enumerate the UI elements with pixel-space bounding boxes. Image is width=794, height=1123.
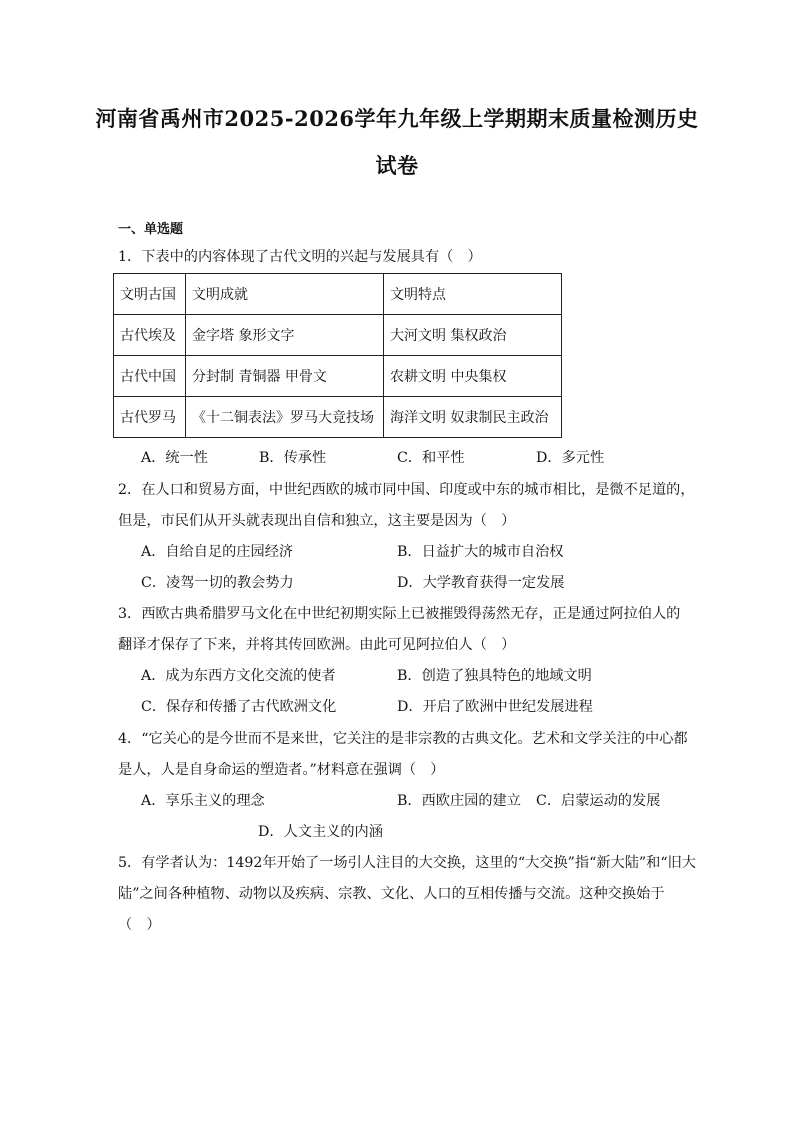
question-4-line: 是人，人是自身命运的塑造者。”材料意在强调（ ） (118, 762, 445, 778)
q1-option-c[interactable]: C．和平性 (397, 450, 465, 466)
table-header-cell: 文明成就 (186, 274, 384, 315)
table-cell: 古代埃及 (114, 315, 186, 356)
q2-option-c[interactable]: C．凌驾一切的教会势力 (141, 575, 294, 591)
question-1-stem: 1．下表中的内容体现了古代文明的兴起与发展具有（ ） (118, 249, 482, 265)
q4-option-b[interactable]: B．西欧庄园的建立 (397, 793, 521, 809)
table-cell: 《十二铜表法》罗马大竞技场 (186, 397, 384, 438)
section-heading: 一、单选题 (118, 222, 184, 237)
question-2-line: 2．在人口和贸易方面，中世纪西欧的城市同中国、印度或中东的城市相比，是微不足道的， (118, 482, 695, 498)
table-header-row (114, 274, 562, 315)
table-cell: 大河文明 集权政治 (384, 315, 562, 356)
table-cell: 古代罗马 (114, 397, 186, 438)
question-2-line: 但是，市民们从开头就表现出自信和独立，这主要是因为（ ） (118, 513, 516, 529)
q1-option-a[interactable]: A．统一性 (141, 450, 208, 466)
q4-option-a[interactable]: A．享乐主义的理念 (141, 793, 265, 809)
table-header-cell: 文明特点 (384, 274, 562, 315)
table-header-cell: 文明古国 (114, 274, 186, 315)
q3-option-a[interactable]: A．成为东西方文化交流的使者 (141, 668, 336, 684)
exam-title-continued: 试卷 (375, 153, 419, 178)
q4-option-d[interactable]: D．人文主义的内涵 (258, 824, 383, 840)
exam-title: 河南省禹州市2025-2026学年九年级上学期期末质量检测历史 (95, 106, 699, 131)
q2-option-b[interactable]: B．日益扩大的城市自治权 (397, 544, 564, 560)
table-row (114, 315, 562, 356)
question-3-line: 3．西欧古典希腊罗马文化在中世纪初期实际上已被摧毁得荡然无存，正是通过阿拉伯人的 (118, 606, 681, 622)
table-row (114, 397, 562, 438)
q3-option-b[interactable]: B．创造了独具特色的地域文明 (397, 668, 592, 684)
table-cell: 古代中国 (114, 356, 186, 397)
question-3-line: 翻译才保存了下来，并将其传回欧洲。由此可见阿拉伯人（ ） (118, 637, 516, 653)
question-5-line: 5．有学者认为：1492年开始了一场引人注目的大交换，这里的“大交换”指“新大陆”和“旧大 (118, 855, 696, 871)
q1-option-b[interactable]: B．传承性 (259, 450, 327, 466)
table-cell: 海洋文明 奴隶制民主政治 (384, 397, 562, 438)
table-cell: 农耕文明 中央集权 (384, 356, 562, 397)
table-row (114, 356, 562, 397)
civilization-table (113, 273, 562, 438)
q1-option-d[interactable]: D．多元性 (536, 450, 605, 466)
q2-option-a[interactable]: A．自给自足的庄园经济 (141, 544, 294, 560)
q4-option-c[interactable]: C．启蒙运动的发展 (536, 793, 661, 809)
table-cell: 金字塔 象形文字 (186, 315, 384, 356)
q2-option-d[interactable]: D．大学教育获得一定发展 (397, 575, 565, 591)
question-5-line: 陆”之间各种植物、动物以及疾病、宗教、文化、人口的互相传播与交流。这种交换始于 (118, 886, 665, 902)
table-cell: 分封制 青铜器 甲骨文 (186, 356, 384, 397)
q3-option-d[interactable]: D．开启了欧洲中世纪发展进程 (397, 699, 593, 715)
question-5-line: （ ） (118, 917, 161, 933)
question-4-line: 4．“它关心的是今世而不是来世，它关注的是非宗教的古典文化。艺术和文学关注的中心都 (118, 731, 688, 747)
q3-option-c[interactable]: C．保存和传播了古代欧洲文化 (141, 699, 337, 715)
